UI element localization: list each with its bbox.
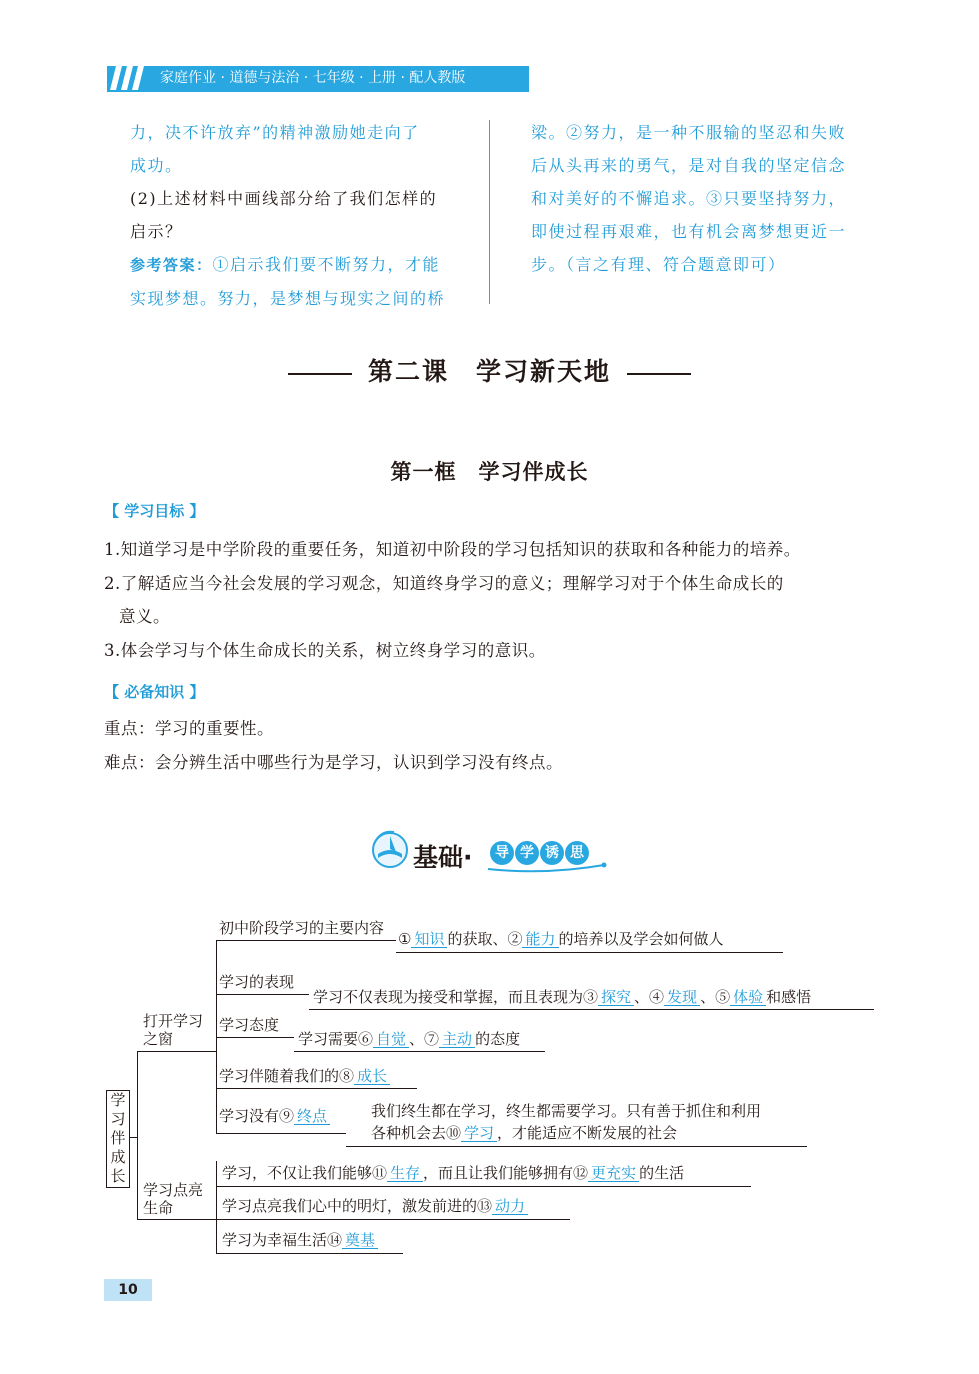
goals-tag: 【 学习目标 】 <box>104 502 205 520</box>
column-divider <box>489 120 490 304</box>
lesson-title-text: 第二课 学习新天地 <box>367 357 611 386</box>
header-title: 家庭作业 · 道德与法治 · 七年级 · 上册 · 配人教版 <box>160 70 466 86</box>
answer-blank: 更充实 <box>588 1165 639 1182</box>
answer-text-1: ①启示我们要不断努力，才能 <box>212 255 441 274</box>
question-line-2: 启示？ <box>130 222 183 241</box>
answer-blank: 终点 <box>294 1108 330 1125</box>
answer-blank: 成长 <box>354 1068 390 1085</box>
node-5-underline <box>216 1133 346 1134</box>
banner-pill: 学 <box>515 841 539 865</box>
answer-blank: 能力 <box>522 931 558 948</box>
left-line-2: 成功。 <box>130 156 183 175</box>
node-2-underline <box>216 994 309 995</box>
right-line-2: 后从头再来的勇气，是对自我的坚定信念 <box>531 156 847 175</box>
mindmap-root: 学 习 伴 成 长 <box>106 1090 130 1188</box>
node-survival: 学习，不仅让我们能够⑪ 生存 ，而且让我们能够拥有⑫ 更充实 的生活 <box>222 1164 685 1182</box>
answer-blank: 知识 <box>411 931 447 948</box>
right-column <box>531 116 876 281</box>
difficulty: 难点：会分辨生活中哪些行为是学习，认识到学习没有终点。 <box>104 753 563 772</box>
root-trunk <box>137 1051 138 1219</box>
banner-title: 基础· <box>413 843 473 872</box>
page-number: 10 <box>118 1282 138 1298</box>
goal-item-1: 1.知道学习是中学阶段的重要任务，知道初中阶段的学习包括知识的获取和各种能力的培养。 <box>104 540 801 559</box>
branch2-line <box>137 1219 216 1220</box>
node-1-detail-underline <box>396 952 783 953</box>
right-line-3: 和对美好的不懈追求。③只要坚持努力， <box>531 189 847 208</box>
left-column <box>130 116 475 315</box>
node-2-detail: 学习不仅表现为接受和掌握，而且表现为③ 探究 、④ 发现 、⑤ 体验 和感悟 <box>313 988 812 1006</box>
goal-item-3: 3.体会学习与个体生命成长的关系，树立终身学习的意识。 <box>104 641 546 660</box>
answer-blank: 主动 <box>439 1031 475 1048</box>
right-line-1: 梁。②努力，是一种不服输的坚忍和失败 <box>531 123 847 142</box>
banner-swoosh <box>486 861 610 875</box>
banner-pill: 思 <box>565 841 589 865</box>
node-performance-label: 学习的表现 <box>219 973 295 991</box>
branch2-trunk <box>216 1161 217 1253</box>
knowledge-tag: 【 必备知识 】 <box>104 683 205 701</box>
node-growth: 学习伴随着我们的⑧ 成长 <box>219 1067 390 1085</box>
header-underline <box>107 90 529 92</box>
node-3-detail: 学习需要⑥ 自觉 、⑦ 主动 的态度 <box>298 1030 521 1048</box>
answer-line-1 <box>130 248 475 282</box>
node-6-underline <box>216 1186 751 1187</box>
answer-blank: 发现 <box>664 989 700 1006</box>
answer-blank: 自觉 <box>373 1031 409 1048</box>
title-dash-right <box>627 373 691 375</box>
answer-blank: 探究 <box>598 989 634 1006</box>
node-foundation: 学习为幸福生活⑭ 奠基 <box>222 1231 378 1249</box>
answer-blank: 学习 <box>461 1125 497 1142</box>
answer-line-2: 实现梦想。努力，是梦想与现实之间的桥 <box>130 289 446 308</box>
left-line-1: 力，决不许放弃”的精神激励她走向了 <box>130 123 420 142</box>
answer-blank: 体验 <box>730 989 766 1006</box>
root-connector <box>129 1137 137 1138</box>
branch1-label: 打开学习 之窗 <box>143 1012 204 1048</box>
node-3-detail-underline <box>294 1051 545 1052</box>
node-8-underline <box>216 1253 403 1254</box>
title-dash-left <box>288 373 352 375</box>
node-motivation: 学习点亮我们心中的明灯，激发前进的⑬ 动力 <box>222 1197 528 1215</box>
node-5-detail-line-1: 我们终生都在学习，终生都需要学习。只有善于抓住和利用 <box>371 1102 762 1120</box>
question-line-1: (2)上述材料中画线部分给了我们怎样的 <box>130 189 438 208</box>
node-1-underline <box>216 940 396 941</box>
frame-title: 第一框 学习伴成长 <box>390 459 589 484</box>
open-book-icon <box>368 826 412 870</box>
right-line-4: 即使过程再艰难，也有机会离梦想更近一 <box>531 222 847 241</box>
answer-label: 参考答案： <box>130 256 213 274</box>
node-2-detail-underline <box>309 1009 874 1010</box>
node-attitude-label: 学习态度 <box>219 1016 280 1034</box>
branch1-line <box>137 1051 216 1052</box>
goal-item-2-line-2: 意义。 <box>119 607 170 626</box>
banner-pill: 诱 <box>540 841 564 865</box>
node-4-underline <box>216 1088 417 1089</box>
node-no-end: 学习没有⑨ 终点 <box>219 1107 330 1125</box>
branch2-label: 学习点亮 生命 <box>143 1181 204 1217</box>
goal-item-2-line-1: 2.了解适应当今社会发展的学习观念，知道终身学习的意义；理解学习对于个体生命成长的 <box>104 574 784 593</box>
lesson-title <box>0 352 979 388</box>
node-5-detail-underline <box>346 1146 807 1147</box>
node-7-underline <box>216 1219 570 1220</box>
answer-blank: 奠基 <box>342 1232 378 1249</box>
key-point: 重点：学习的重要性。 <box>104 719 274 738</box>
node-3-underline <box>216 1037 294 1038</box>
node-main-content-label: 初中阶段学习的主要内容 <box>219 919 385 937</box>
node-5-detail-line-2: 各种机会去⑩ 学习 ，才能适应不断发展的社会 <box>371 1124 678 1142</box>
node-1-detail: ① 知识 的获取、② 能力 的培养以及学会如何做人 <box>398 930 724 948</box>
right-line-5: 步。（言之有理、符合题意即可） <box>531 255 786 274</box>
answer-blank: 生存 <box>387 1165 423 1182</box>
banner-pill: 导 <box>490 841 514 865</box>
answer-blank: 动力 <box>492 1198 528 1215</box>
header-stripes-icon <box>110 66 150 90</box>
